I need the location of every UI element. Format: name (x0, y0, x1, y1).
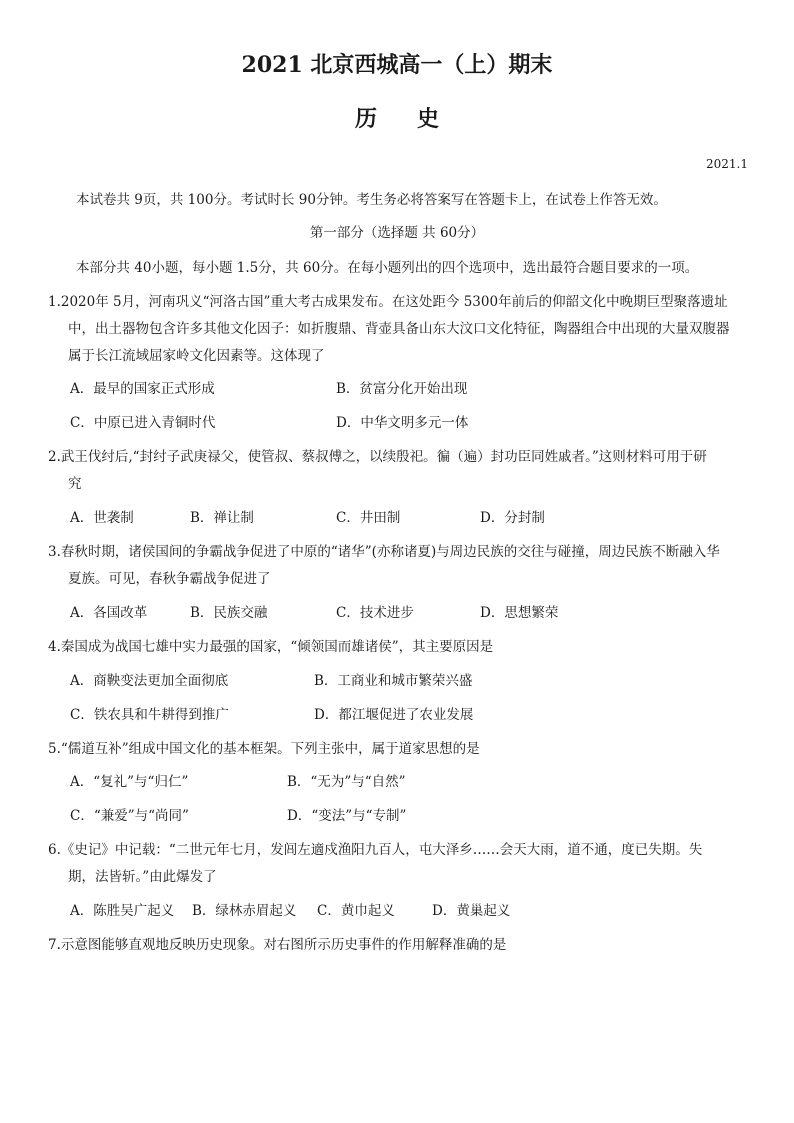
option-b: B．民族交融 (190, 605, 268, 621)
option-c: C．技术进步 (336, 605, 414, 621)
exam-date: 2021.1 (706, 157, 748, 171)
question-line: 7.示意图能够直观地反映历史现象。对右图所示历史事件的作用解释准确的是 (48, 937, 507, 953)
option-a: A．“复礼”与“归仁” (70, 774, 189, 790)
option-a: A．最早的国家正式形成 (70, 381, 215, 397)
question-line: 5.“儒道互补”组成中国文化的基本框架。下列主张中，属于道家思想的是 (48, 741, 480, 757)
option-a: A．世袭制 (70, 510, 134, 526)
exam-notice: 本试卷共 9页，共 100分。考试时长 90分钟。考生务必将答案写在答题卡上，在试卷上作答无效。 (76, 192, 667, 208)
option-d: D．中华文明多元一体 (336, 415, 469, 431)
option-b: B．绿林赤眉起义 (192, 903, 297, 919)
question-line: 2.武王伐纣后,“封纣子武庚禄父，使管叔、蔡叔傅之，以续殷祀。徧（遍）封功臣同姓戚者。”这则材料可用于研 (48, 449, 707, 465)
option-b: B．贫富分化开始出现 (336, 381, 468, 397)
option-b: B．“无为”与“自然” (287, 774, 406, 790)
option-a: A．商鞅变法更加全面彻底 (70, 673, 229, 689)
question-line: 究 (68, 476, 82, 492)
option-a: A．各国改革 (70, 605, 148, 621)
question-line: 中，出土器物包含许多其他文化因子：如折腹鼎、背壶具备山东大汶口文化特征，陶器组合中出现的大量双腹器 (68, 321, 730, 337)
question-line: 6.《史记》中记载：“二世元年七月，发闾左適戍渔阳九百人，屯大泽乡……会天大雨，道不通，度已失期。失 (48, 842, 703, 858)
option-d: D．都江堰促进了农业发展 (314, 707, 474, 723)
option-c: C．中原已进入青铜时代 (70, 415, 216, 431)
subject-char-2: 史 (417, 106, 440, 132)
part-title: 第一部分（选择题 共 60分） (309, 225, 485, 241)
option-d: D．黄巢起义 (432, 903, 511, 919)
question-line: 夏族。可见，春秋争霸战争促进了 (68, 571, 271, 587)
option-c: C．铁农具和牛耕得到推广 (70, 707, 229, 723)
option-d: D．“变法”与“专制” (287, 808, 407, 824)
part-description: 本部分共 40小题，每小题 1.5分，共 60分。在每小题列出的四个选项中，选出最符合题目要求的一项。 (76, 260, 699, 276)
option-d: D．思想繁荣 (480, 605, 559, 621)
question-line: 4.秦国成为战国七雄中实力最强的国家，“倾领国而雄诸侯”，其主要原因是 (48, 639, 494, 655)
question-line: 属于长江流域屈家岭文化因素等。这体现了 (68, 348, 325, 364)
option-c: C．黄巾起义 (317, 903, 395, 919)
exam-title: 2021 北京西城高一（上）期末 (241, 52, 553, 78)
option-d: D．分封制 (480, 510, 545, 526)
option-c: C．“兼爱”与“尚同” (70, 808, 189, 824)
question-line: 3.春秋时期，诸侯国间的争霸战争促进了中原的“诸华”(亦称诸夏)与周边民族的交往与碰撞，周边民族不断融入华 (48, 544, 720, 560)
question-line: 1.2020年 5月，河南巩义“河洛古国”重大考古成果发布。在这处距今 5300年前后的仰韶文化中晚期巨型聚落遗址 (48, 294, 728, 310)
option-b: B．禅让制 (190, 510, 254, 526)
option-b: B．工商业和城市繁荣兴盛 (314, 673, 473, 689)
option-c: C．井田制 (336, 510, 401, 526)
subject-char-1: 历 (354, 106, 377, 132)
question-line: 期，法皆斩。”由此爆发了 (68, 869, 217, 885)
subject-heading (0, 102, 794, 133)
option-a: A．陈胜吴广起义 (70, 903, 175, 919)
